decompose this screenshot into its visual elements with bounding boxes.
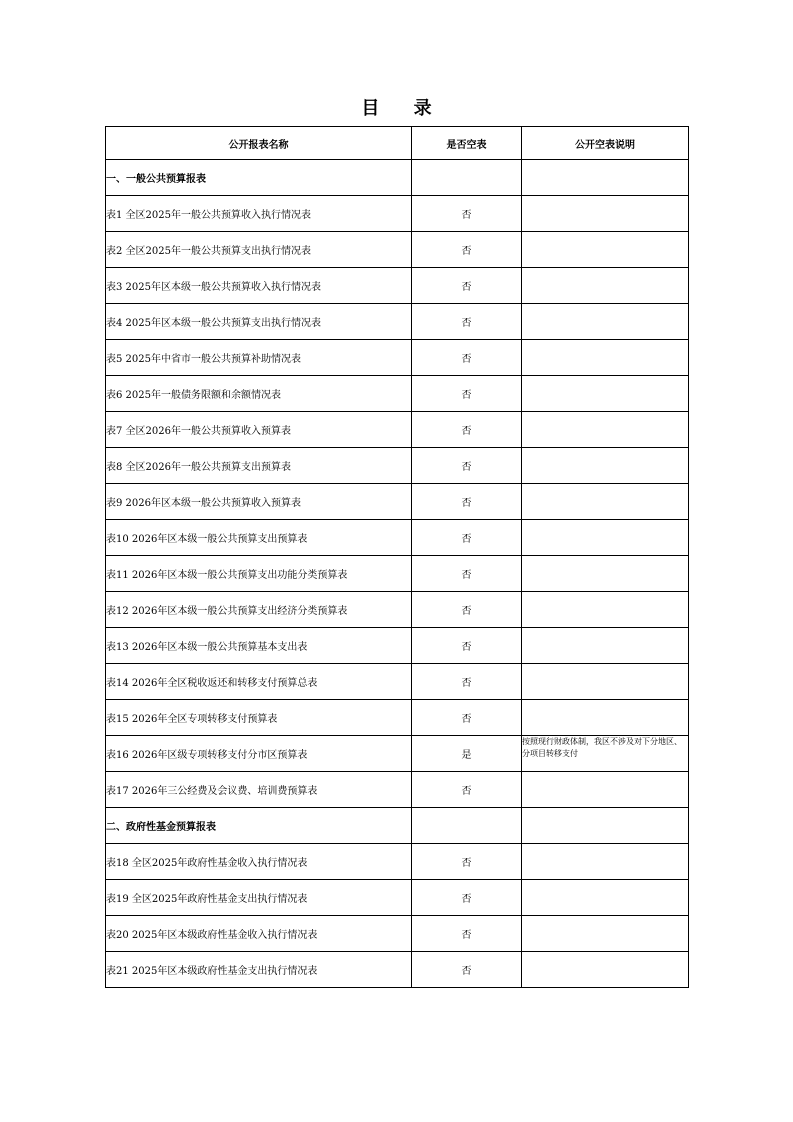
is-empty-cell: 否 [412, 592, 522, 628]
report-name: 表3 2025年区本级一般公共预算收入执行情况表 [106, 268, 412, 304]
toc-table [105, 126, 689, 988]
note-cell [522, 880, 689, 916]
report-name: 表5 2025年中省市一般公共预算补助情况表 [106, 340, 412, 376]
table-row [106, 196, 689, 232]
note-cell [522, 196, 689, 232]
table-row [106, 268, 689, 304]
table-header-row [106, 127, 689, 160]
is-empty-cell: 是 [412, 736, 522, 772]
note-cell [522, 664, 689, 700]
report-name: 表19 全区2025年政府性基金支出执行情况表 [106, 880, 412, 916]
is-empty-cell: 否 [412, 484, 522, 520]
note-cell [522, 448, 689, 484]
note-cell [522, 160, 689, 196]
table-row [106, 952, 689, 988]
note-cell [522, 592, 689, 628]
report-name: 表1 全区2025年一般公共预算收入执行情况表 [106, 196, 412, 232]
section-title: 一、一般公共预算报表 [106, 160, 412, 196]
is-empty-cell: 否 [412, 664, 522, 700]
report-name: 表15 2026年全区专项转移支付预算表 [106, 700, 412, 736]
note-cell [522, 952, 689, 988]
table-row [106, 772, 689, 808]
table-row [106, 844, 689, 880]
report-name: 表7 全区2026年一般公共预算收入预算表 [106, 412, 412, 448]
note-cell [522, 232, 689, 268]
note-cell [522, 304, 689, 340]
report-name: 表18 全区2025年政府性基金收入执行情况表 [106, 844, 412, 880]
table-row [106, 232, 689, 268]
table-row [106, 736, 689, 772]
table-row [106, 484, 689, 520]
table-row [106, 340, 689, 376]
page-title: 目 录 [361, 98, 446, 119]
is-empty-cell: 否 [412, 700, 522, 736]
note-cell [522, 376, 689, 412]
report-name: 表2 全区2025年一般公共预算支出执行情况表 [106, 232, 412, 268]
report-name: 表20 2025年区本级政府性基金收入执行情况表 [106, 916, 412, 952]
column-header-note: 公开空表说明 [522, 127, 689, 160]
table-row [106, 628, 689, 664]
report-name: 表13 2026年区本级一般公共预算基本支出表 [106, 628, 412, 664]
note-cell [522, 268, 689, 304]
report-name: 表14 2026年全区税收返还和转移支付预算总表 [106, 664, 412, 700]
note-cell [522, 916, 689, 952]
note-cell: 按照现行财政体制，我区不涉及对下分地区、分项目转移支付 [522, 736, 689, 772]
report-name: 表4 2025年区本级一般公共预算支出执行情况表 [106, 304, 412, 340]
is-empty-cell: 否 [412, 772, 522, 808]
note-cell [522, 808, 689, 844]
section-row [106, 160, 689, 196]
is-empty-cell: 否 [412, 448, 522, 484]
table-row [106, 592, 689, 628]
is-empty-cell: 否 [412, 340, 522, 376]
note-cell [522, 772, 689, 808]
section-title: 二、政府性基金预算报表 [106, 808, 412, 844]
table-row [106, 664, 689, 700]
report-name: 表16 2026年区级专项转移支付分市区预算表 [106, 736, 412, 772]
report-name: 表10 2026年区本级一般公共预算支出预算表 [106, 520, 412, 556]
note-cell [522, 556, 689, 592]
is-empty-cell: 否 [412, 520, 522, 556]
table-row [106, 412, 689, 448]
is-empty-cell: 否 [412, 952, 522, 988]
report-name: 表17 2026年三公经费及会议费、培训费预算表 [106, 772, 412, 808]
report-name: 表21 2025年区本级政府性基金支出执行情况表 [106, 952, 412, 988]
is-empty-cell: 否 [412, 232, 522, 268]
report-name: 表11 2026年区本级一般公共预算支出功能分类预算表 [106, 556, 412, 592]
note-cell [522, 412, 689, 448]
is-empty-cell: 否 [412, 844, 522, 880]
report-name: 表6 2025年一般债务限额和余额情况表 [106, 376, 412, 412]
note-cell [522, 340, 689, 376]
is-empty-cell: 否 [412, 412, 522, 448]
report-name: 表12 2026年区本级一般公共预算支出经济分类预算表 [106, 592, 412, 628]
section-row [106, 808, 689, 844]
is-empty-cell: 否 [412, 628, 522, 664]
toc-body [106, 160, 689, 988]
report-name: 表8 全区2026年一般公共预算支出预算表 [106, 448, 412, 484]
table-row [106, 916, 689, 952]
column-header-is-empty: 是否空表 [412, 127, 522, 160]
is-empty-cell: 否 [412, 376, 522, 412]
is-empty-cell: 否 [412, 196, 522, 232]
is-empty-cell: 否 [412, 916, 522, 952]
is-empty-cell: 否 [412, 556, 522, 592]
table-row [106, 520, 689, 556]
note-cell [522, 628, 689, 664]
column-header-name: 公开报表名称 [106, 127, 412, 160]
table-row [106, 700, 689, 736]
report-name: 表9 2026年区本级一般公共预算收入预算表 [106, 484, 412, 520]
is-empty-cell: 否 [412, 268, 522, 304]
note-cell [522, 484, 689, 520]
table-row [106, 880, 689, 916]
table-row [106, 556, 689, 592]
note-cell [522, 520, 689, 556]
table-row [106, 376, 689, 412]
table-row [106, 448, 689, 484]
is-empty-cell [412, 160, 522, 196]
table-row [106, 304, 689, 340]
is-empty-cell: 否 [412, 880, 522, 916]
is-empty-cell: 否 [412, 304, 522, 340]
is-empty-cell [412, 808, 522, 844]
note-cell [522, 844, 689, 880]
note-cell [522, 700, 689, 736]
